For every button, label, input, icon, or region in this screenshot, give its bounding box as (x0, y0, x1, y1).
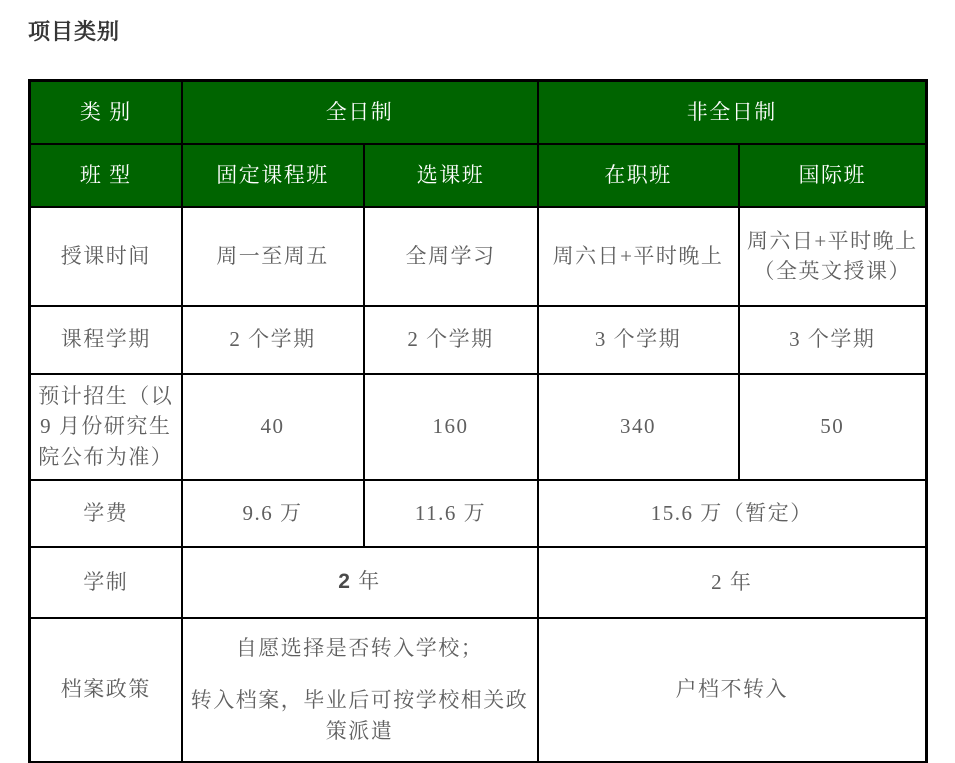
cell-planned-enrollment-elective: 160 (364, 374, 538, 480)
cell-teaching-time-on-job: 周六日+平时晚上 (538, 207, 739, 306)
row-tuition (30, 480, 927, 547)
cell-class-type-international: 国际班 (739, 144, 927, 207)
header-row-category (30, 80, 927, 144)
page-title: 项目类别 (28, 19, 121, 44)
cell-class-type-label: 班 型 (30, 144, 182, 207)
cell-tuition-label: 学费 (30, 480, 182, 547)
cell-teaching-time-label: 授课时间 (30, 207, 182, 306)
cell-tuition-elective: 11.6 万 (364, 480, 538, 547)
cell-planned-enrollment-label: 预计招生（以 9 月份研究生院公布为准） (30, 374, 182, 480)
cell-semesters-international: 3 个学期 (739, 306, 927, 374)
cell-teaching-time-elective: 全周学习 (364, 207, 538, 306)
cell-class-type-fixed-course: 固定课程班 (182, 144, 364, 207)
cell-duration-parttime: 2 年 (538, 547, 927, 618)
cell-archive-policy-label: 档案政策 (30, 618, 182, 763)
cell-class-type-on-job: 在职班 (538, 144, 739, 207)
row-duration (30, 547, 927, 618)
cell-archive-policy-parttime: 户档不转入 (538, 618, 927, 763)
cell-parttime-header: 非全日制 (538, 80, 927, 144)
duration-fulltime-unit: 年 (351, 569, 381, 594)
row-planned-enrollment (30, 374, 927, 480)
cell-semesters-on-job: 3 个学期 (538, 306, 739, 374)
cell-planned-enrollment-international: 50 (739, 374, 927, 480)
cell-tuition-parttime: 15.6 万（暂定） (538, 480, 927, 547)
cell-teaching-time-fixed-course: 周一至周五 (182, 207, 364, 306)
cell-archive-policy-fulltime (182, 618, 538, 763)
program-category-table (28, 79, 928, 763)
archive-policy-fulltime-line2: 转入档案，毕业后可按学校相关政策派遣 (190, 688, 529, 743)
cell-tuition-fixed-course: 9.6 万 (182, 480, 364, 547)
cell-semesters-elective: 2 个学期 (364, 306, 538, 374)
cell-semesters-fixed-course: 2 个学期 (182, 306, 364, 374)
archive-policy-fulltime-line1: 自愿选择是否转入学校； (235, 635, 484, 660)
cell-fulltime-header: 全日制 (182, 80, 538, 144)
duration-fulltime-number: 2 (338, 570, 352, 594)
cell-teaching-time-international: 周六日+平时晚上（全英文授课） (739, 207, 927, 306)
header-row-class-type (30, 144, 927, 207)
row-semesters (30, 306, 927, 374)
cell-planned-enrollment-fixed-course: 40 (182, 374, 364, 480)
row-teaching-time (30, 207, 927, 306)
cell-duration-label: 学制 (30, 547, 182, 618)
cell-class-type-elective: 选课班 (364, 144, 538, 207)
row-archive-policy (30, 618, 927, 763)
cell-planned-enrollment-on-job: 340 (538, 374, 739, 480)
cell-semesters-label: 课程学期 (30, 306, 182, 374)
cell-duration-fulltime (182, 547, 538, 618)
cell-category-label: 类 别 (30, 80, 182, 144)
